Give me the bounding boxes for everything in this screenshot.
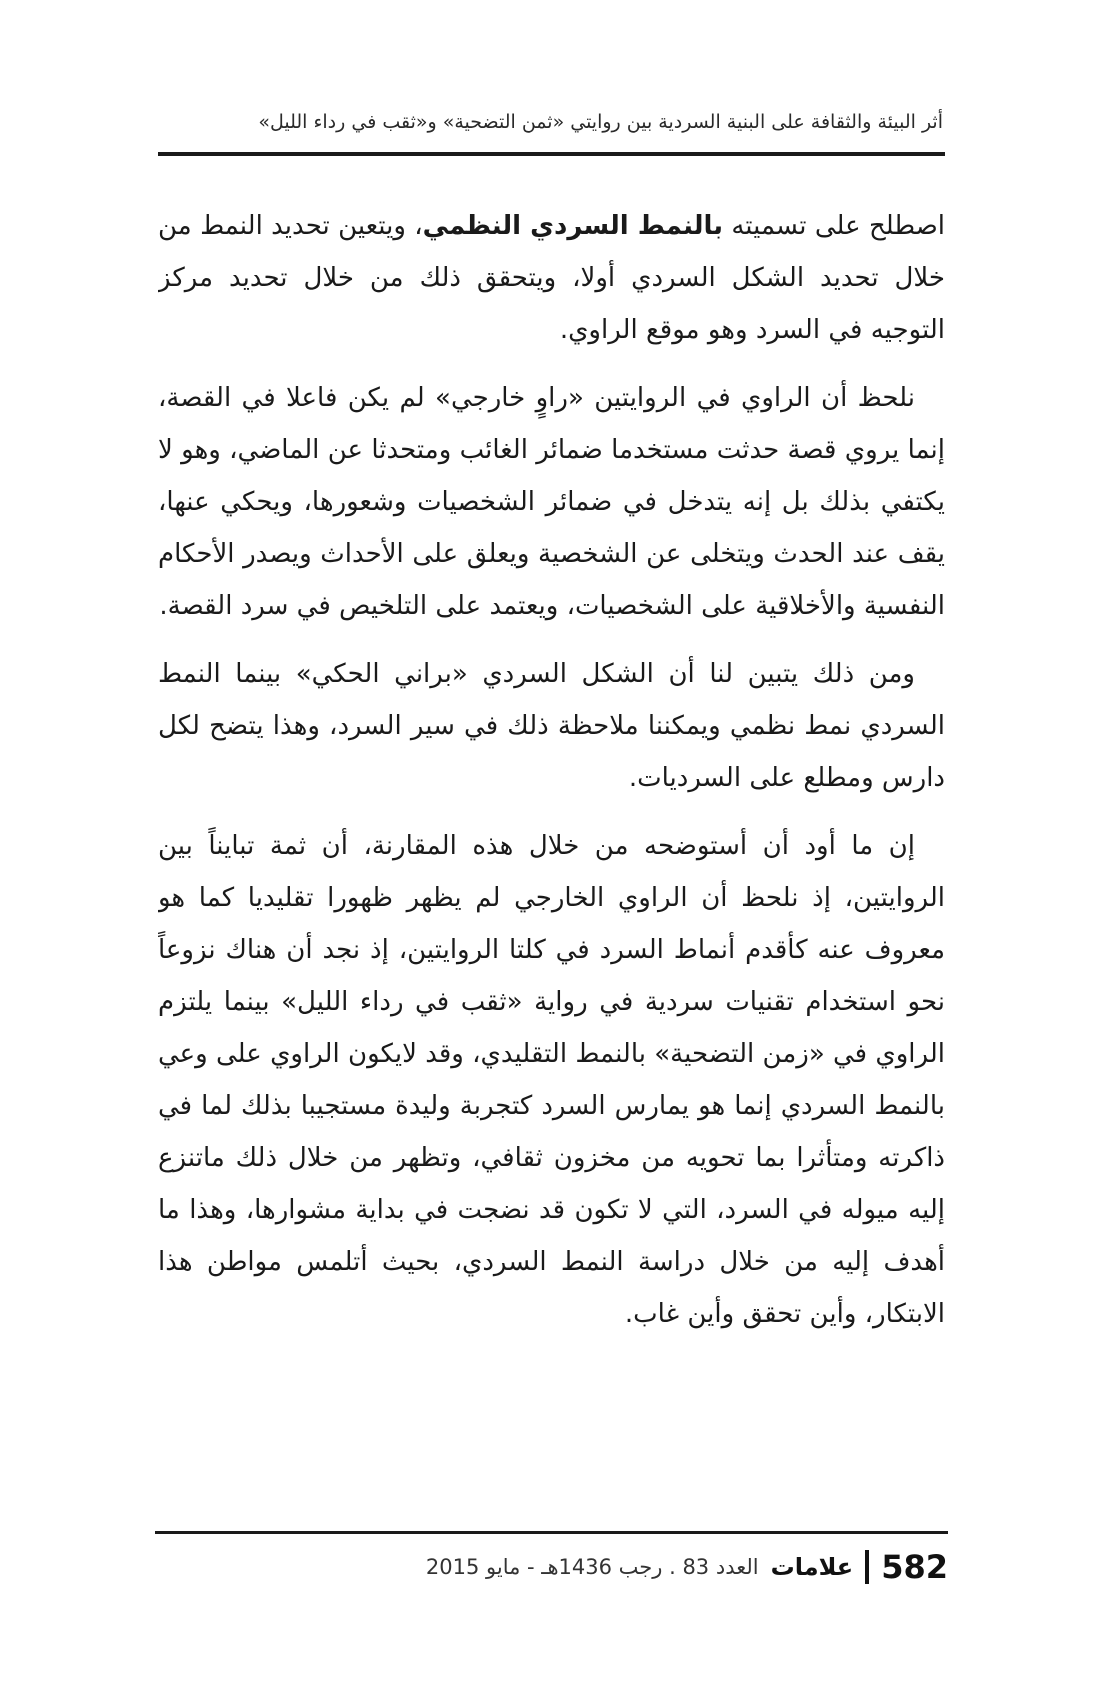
- header-rule: [158, 152, 945, 156]
- paragraph-1: [158, 200, 945, 356]
- running-title: أثر البيئة والثقافة على البنية السردية بين روايتي «ثمن التضحية» و«ثقب في رداء الليل»: [258, 111, 943, 133]
- paragraph-1-end: ، ويتعين تحديد النمط من خلال تحديد الشكل السردي أولا، ويتحقق ذلك من خلال تحديد مركز التوجيه في السرد وهو موقع الراوي.: [158, 211, 945, 345]
- footer-rule: [155, 1531, 948, 1534]
- running-header: [160, 108, 943, 136]
- paragraph-3: ومن ذلك يتبين لنا أن الشكل السردي «براني الحكي» بينما النمط السردي نمط نظمي ويمكننا ملاحظة ذلك في سير السرد، وهذا يتضح لكل دارس ومطلع على السرديات.: [158, 659, 945, 793]
- page-footer: [426, 1543, 948, 1591]
- paragraph-4: إن ما أود أن أستوضحه من خلال هذه المقارنة، أن ثمة تبايناً بين الروايتين، إذ نلحظ أن الراوي الخارجي لم يظهر ظهورا تقليديا كما هو معروف عنه كأقدم أنماط السرد في كلتا الروايتين، إذ نجد أن هناك نزوعاً نحو استخدام تقنيات سردية في رواية «ثقب في رداء الليل» بينما يلتزم الراوي في «زمن التضحية» بالنمط التقليدي، وقد لايكون الراوي على وعي بالنمط السردي إنما هو يمارس السرد كتجربة وليدة مستجيبا بذلك لما في ذاكرته ومتأثرا بما تحويه من مخزون ثقافي، وتظهر من خلال ذلك ماتنزع إليه ميوله في السرد، التي لا تكون قد نضجت في بداية مشوارها، وهذا ما أهدف إليه من خلال دراسة النمط السردي، بحيث أتلمس مواطن هذا الابتكار، وأين تحقق وأين غاب.: [158, 831, 945, 1329]
- issue-info: العدد 83 . رجب 1436هـ - مايو 2015: [425, 1555, 759, 1579]
- page-number: 582: [881, 1548, 948, 1586]
- journal-logo: علامات: [770, 1553, 854, 1581]
- paragraph-1-term: بالنمط السردي النظمي: [422, 211, 723, 241]
- footer-separator-bar: [865, 1550, 869, 1584]
- paragraph-1-start: اصطلح على تسميته: [723, 211, 945, 241]
- article-body: [158, 200, 945, 1488]
- paragraph-2: نلحظ أن الراوي في الروايتين «راوٍ خارجي» لم يكن فاعلا في القصة، إنما يروي قصة حدثت مستخدما ضمائر الغائب ومتحدثا عن الماضي، وهو لا يكتفي بذلك بل إنه يتدخل في ضمائر الشخصيات وشعورها، ويحكي عنها، يقف عند الحدث ويتخلى عن الشخصية ويعلق على الأحداث ويصدر الأحكام النفسية والأخلاقية على الشخصيات، ويعتمد على التلخيص في سرد القصة.: [158, 383, 945, 621]
